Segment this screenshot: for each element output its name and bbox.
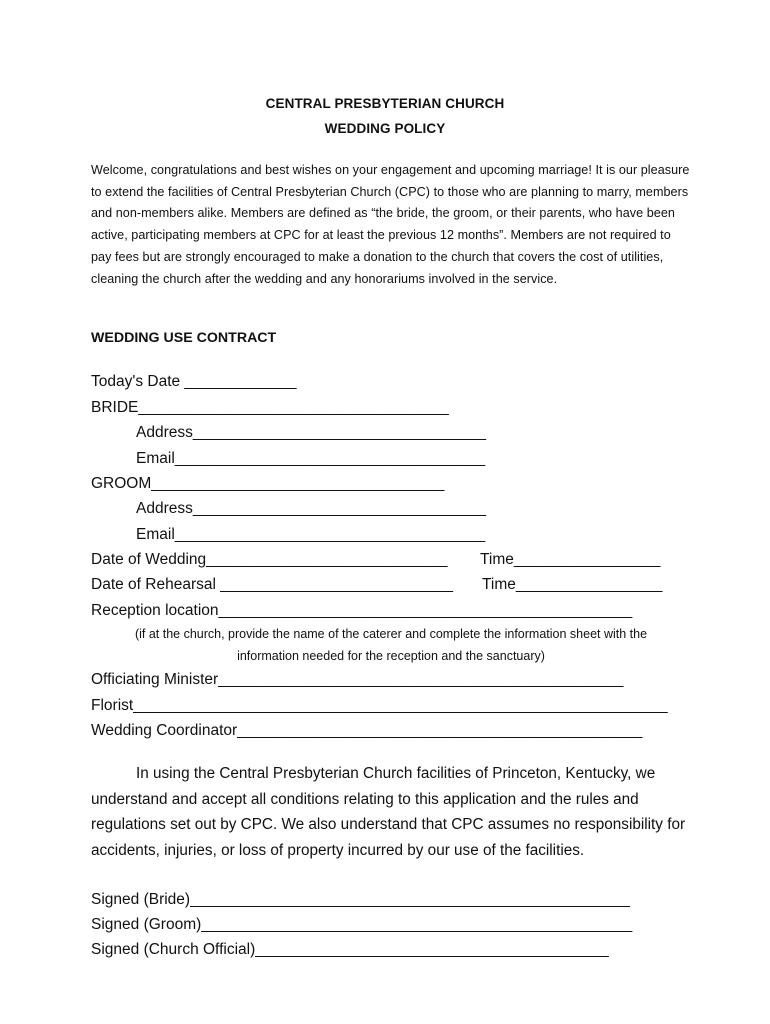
church-official-signature-field[interactable]: Signed (Church Official)_________________________________________ bbox=[91, 941, 609, 958]
reception-note-line-1: (if at the church, provide the name of the caterer and complete the information sheet with the bbox=[134, 627, 648, 641]
groom-name-field[interactable]: GROOM__________________________________ bbox=[91, 475, 445, 492]
church-name-heading: CENTRAL PRESBYTERIAN CHURCH bbox=[265, 96, 505, 111]
bride-name-field[interactable]: BRIDE____________________________________ bbox=[91, 399, 449, 416]
policy-title-heading: WEDDING POLICY bbox=[324, 121, 446, 136]
wedding-coordinator-field[interactable]: Wedding Coordinator_______________________________________________ bbox=[91, 722, 643, 739]
bride-email-field[interactable]: Email____________________________________ bbox=[136, 450, 486, 467]
groom-email-field[interactable]: Email____________________________________ bbox=[136, 526, 486, 543]
agreement-paragraph bbox=[91, 761, 691, 863]
agreement-text: In using the Central Presbyterian Church facilities of Princeton, Kentucky, we understand and accept all conditions relating to this application and the rules and regulations set out by CPC. We also understand that CPC assumes no responsibility for accidents, injuries, or loss of property incurred by our use of the facilities. bbox=[91, 765, 686, 859]
groom-signature-field[interactable]: Signed (Groom)__________________________________________________ bbox=[91, 916, 633, 933]
intro-text: Welcome, congratulations and best wishes on your engagement and upcoming marriage! It is our pleasure to extend the facilities of Central Presbyterian Church (CPC) to those who are planning to marry, members and non-members alike. Members are defined as “the bride, the groom, or their parents, who have been active, participating members at CPC for at least the previous 12 months”. Members are not required to pay fees but are strongly encouraged to make a donation to the church that covers the cost of utilities, cleaning the church after the wedding and any honorariums involved in the service. bbox=[91, 163, 690, 286]
wedding-date-field[interactable]: Date of Wedding____________________________ bbox=[91, 551, 448, 568]
florist-field[interactable]: Florist______________________________________________________________ bbox=[91, 697, 668, 714]
wedding-time-field[interactable]: Time_________________ bbox=[480, 551, 661, 568]
groom-address-field[interactable]: Address__________________________________ bbox=[136, 500, 486, 517]
rehearsal-time-field[interactable]: Time_________________ bbox=[482, 576, 663, 593]
contract-heading: WEDDING USE CONTRACT bbox=[91, 330, 277, 346]
reception-note-line-2: information needed for the reception and the sanctuary) bbox=[237, 648, 545, 663]
intro-paragraph bbox=[91, 160, 691, 290]
bride-address-field[interactable]: Address__________________________________ bbox=[136, 424, 486, 441]
todays-date-field[interactable]: Today's Date _____________ bbox=[91, 373, 297, 390]
rehearsal-date-field[interactable]: Date of Rehearsal ___________________________ bbox=[91, 576, 453, 593]
bride-signature-field[interactable]: Signed (Bride)___________________________________________________ bbox=[91, 891, 630, 908]
reception-location-field[interactable]: Reception location________________________________________________ bbox=[91, 602, 633, 619]
reception-note bbox=[91, 624, 691, 667]
officiating-minister-field[interactable]: Officiating Minister_______________________________________________ bbox=[91, 671, 624, 688]
